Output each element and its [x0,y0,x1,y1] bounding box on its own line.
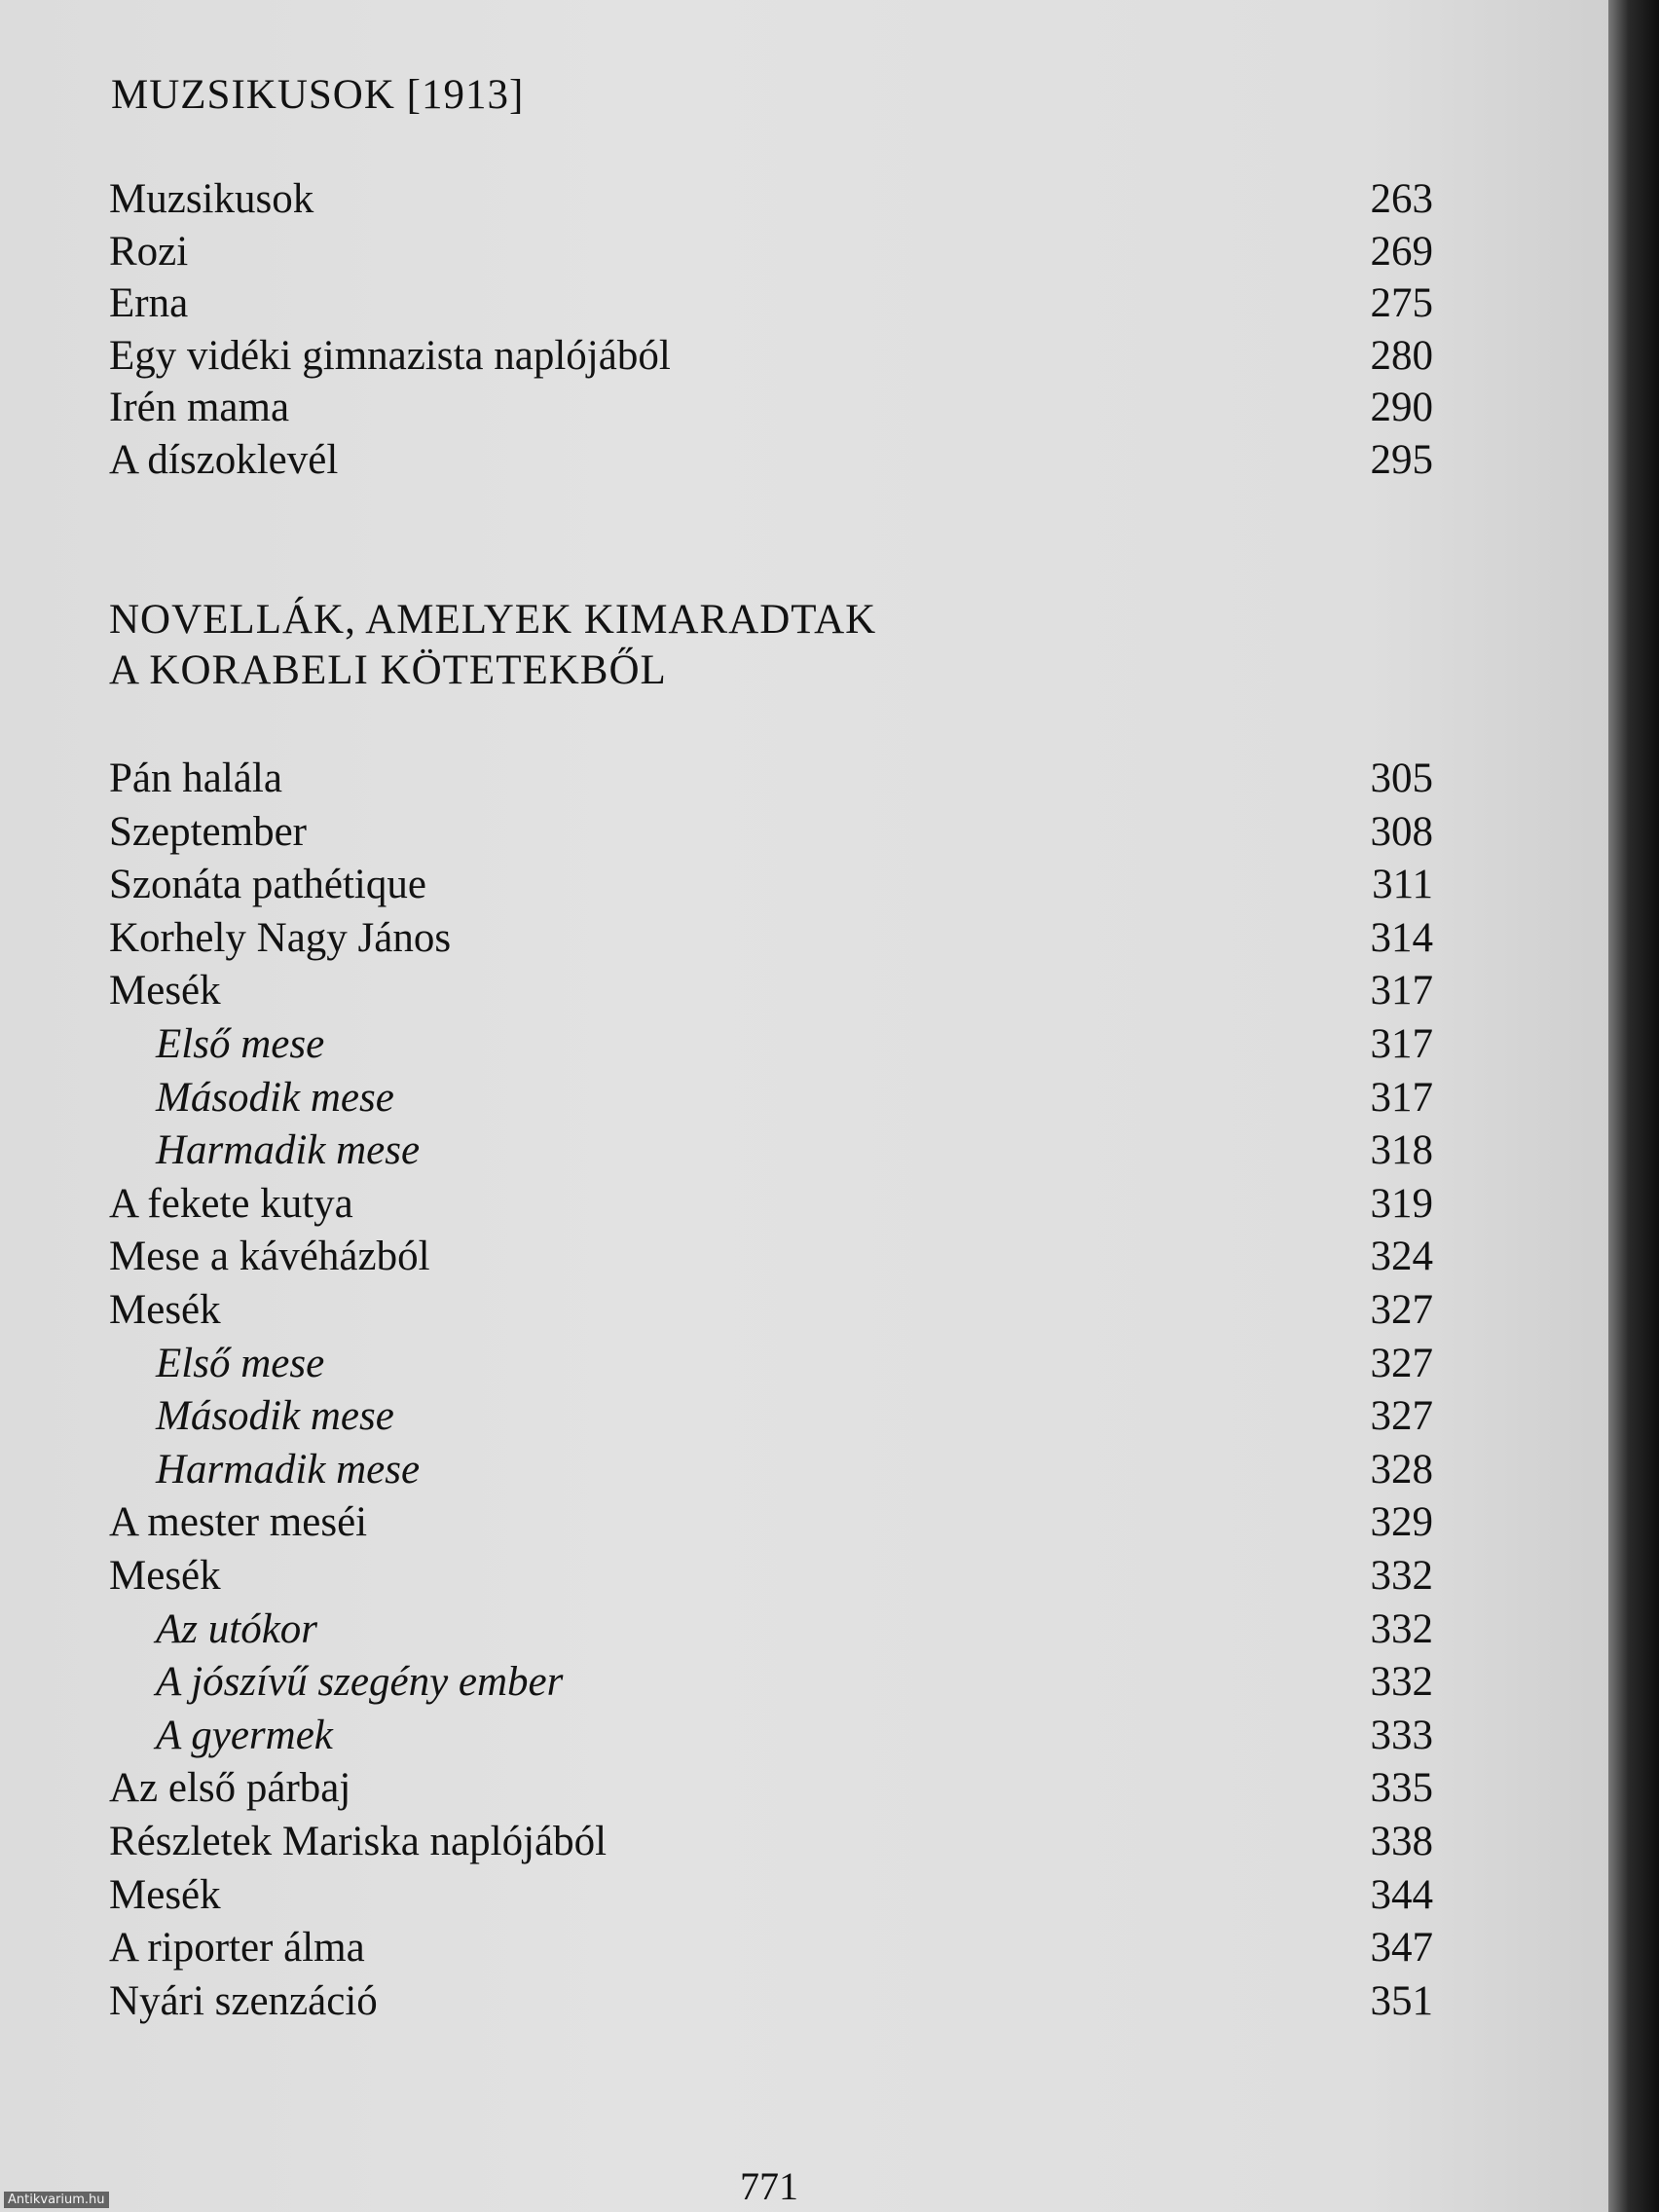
toc-entry-title: A mester meséi [109,1499,368,1546]
toc-entry-title: Mesék [109,1553,221,1599]
toc-entry-page: 333 [1370,1712,1433,1758]
toc-entry-title: Második mese [156,1393,394,1440]
toc-subentry [109,1710,1433,1762]
toc-entry-title: Mesék [109,1871,221,1918]
toc-entry-page: 327 [1370,1393,1433,1440]
toc-entry-title: Szonáta pathétique [109,862,426,908]
toc-entry-title: A gyermek [156,1712,333,1758]
toc-entry-page: 317 [1370,968,1433,1014]
toc-entry [109,965,1433,1017]
toc-subentry [109,1124,1433,1177]
toc-entry [109,1816,1433,1868]
toc-entry-page: 311 [1372,862,1433,908]
toc-entry [109,1922,1433,1974]
toc-entry-page: 328 [1370,1446,1433,1493]
toc-subentry [109,1444,1433,1496]
book-spine-shadow [1608,0,1659,2212]
toc-entry-page: 275 [1370,280,1433,327]
toc-subentry [109,1656,1433,1709]
toc-subentry [109,1604,1433,1656]
toc-entry-title: Nyári szenzáció [109,1977,378,2024]
toc-entry [109,1231,1433,1283]
toc-entry-title: Irén mama [109,385,290,431]
toc-entry [109,1975,1433,2028]
toc-entry [109,277,1433,330]
toc-entry-page: 263 [1370,176,1433,222]
toc-entry-title: Muzsikusok [109,176,314,222]
toc-entry-page: 319 [1370,1180,1433,1227]
toc-entry-title: A riporter álma [109,1925,365,1972]
toc-entry-page: 317 [1370,1021,1433,1067]
toc-entry-page: 305 [1370,756,1433,801]
toc-entry-page: 269 [1370,228,1433,275]
toc-entry [109,912,1433,965]
section-heading-line: MUZSIKUSOK [1913] [111,72,525,118]
toc-entry-title: Korhely Nagy János [109,914,452,961]
toc-entry-title: Mese a kávéházból [109,1234,430,1280]
toc-entry-page: 332 [1370,1605,1433,1652]
source-watermark: Antikvarium.hu [4,2192,109,2208]
toc-entry-title: Részletek Mariska naplójából [109,1819,608,1864]
toc-entry [109,1762,1433,1815]
toc-entry-title: Harmadik mese [156,1446,421,1493]
section-heading-novellak [109,595,876,696]
toc-entry-title: A díszoklevél [109,437,339,483]
toc-entry-page: 338 [1370,1819,1433,1864]
toc-entry-page: 327 [1370,1287,1433,1333]
toc-entry [109,382,1433,434]
toc-entry-page: 308 [1370,808,1433,855]
toc-entry-page: 332 [1370,1553,1433,1599]
toc-entry-title: Mesék [109,968,221,1014]
toc-subentry [109,1018,1433,1071]
toc-entry-title: Első mese [156,1340,325,1386]
toc-entry-page: 347 [1370,1925,1433,1972]
toc-entry-title: Pán halála [109,756,282,801]
toc-entry-title: Szeptember [109,808,307,855]
toc-subentry [109,1390,1433,1443]
toc-entry-page: 314 [1370,914,1433,961]
toc-entry [109,1869,1433,1922]
toc-entry-page: 290 [1370,385,1433,431]
toc-entry [109,1550,1433,1603]
toc-entry [109,330,1433,383]
toc-entry-title: A jószívű szegény ember [156,1659,564,1706]
toc-entry-page: 318 [1370,1127,1433,1174]
toc-subentry [109,1338,1433,1390]
page-number: 771 [740,2164,798,2208]
section-heading-line: A KORABELI KÖTETEKBŐL [109,647,667,693]
toc-entry-title: Mesék [109,1287,221,1333]
toc-entry-page: 327 [1370,1340,1433,1386]
toc-entry-page: 344 [1370,1871,1433,1918]
toc-entry-page: 351 [1370,1977,1433,2024]
toc-entry [109,859,1433,911]
toc-entry-page: 332 [1370,1659,1433,1706]
toc-entry-page: 329 [1370,1499,1433,1546]
toc-entry-title: Harmadik mese [156,1127,421,1174]
toc-entry-title: Első mese [156,1021,325,1067]
toc-entry-title: Egy vidéki gimnazista naplójából [109,332,671,379]
toc-entry-title: Az első párbaj [109,1765,351,1812]
toc-entry-title: Második mese [156,1074,394,1121]
section-heading-line: NOVELLÁK, AMELYEK KIMARADTAK [109,597,877,643]
toc-entry [109,1284,1433,1337]
toc-subentry [109,1072,1433,1124]
toc-entry [109,806,1433,859]
toc-entry [109,1496,1433,1549]
toc-entry-page: 317 [1370,1074,1433,1121]
toc-entry-title: Rozi [109,228,189,275]
toc-entry-title: A fekete kutya [109,1180,353,1227]
toc-entry [109,434,1433,487]
toc-entry-title: Erna [109,280,189,327]
toc-entry [109,1178,1433,1231]
section-heading-muzsikusok [111,70,524,121]
toc-entry [109,173,1433,226]
toc-entry-page: 335 [1370,1765,1433,1812]
toc-entry-page: 295 [1370,437,1433,483]
toc-entry [109,226,1433,278]
toc-entry-title: Az utókor [156,1605,318,1652]
toc-entry-page: 324 [1370,1234,1433,1280]
toc-entry-page: 280 [1370,332,1433,379]
toc-entry [109,753,1433,805]
